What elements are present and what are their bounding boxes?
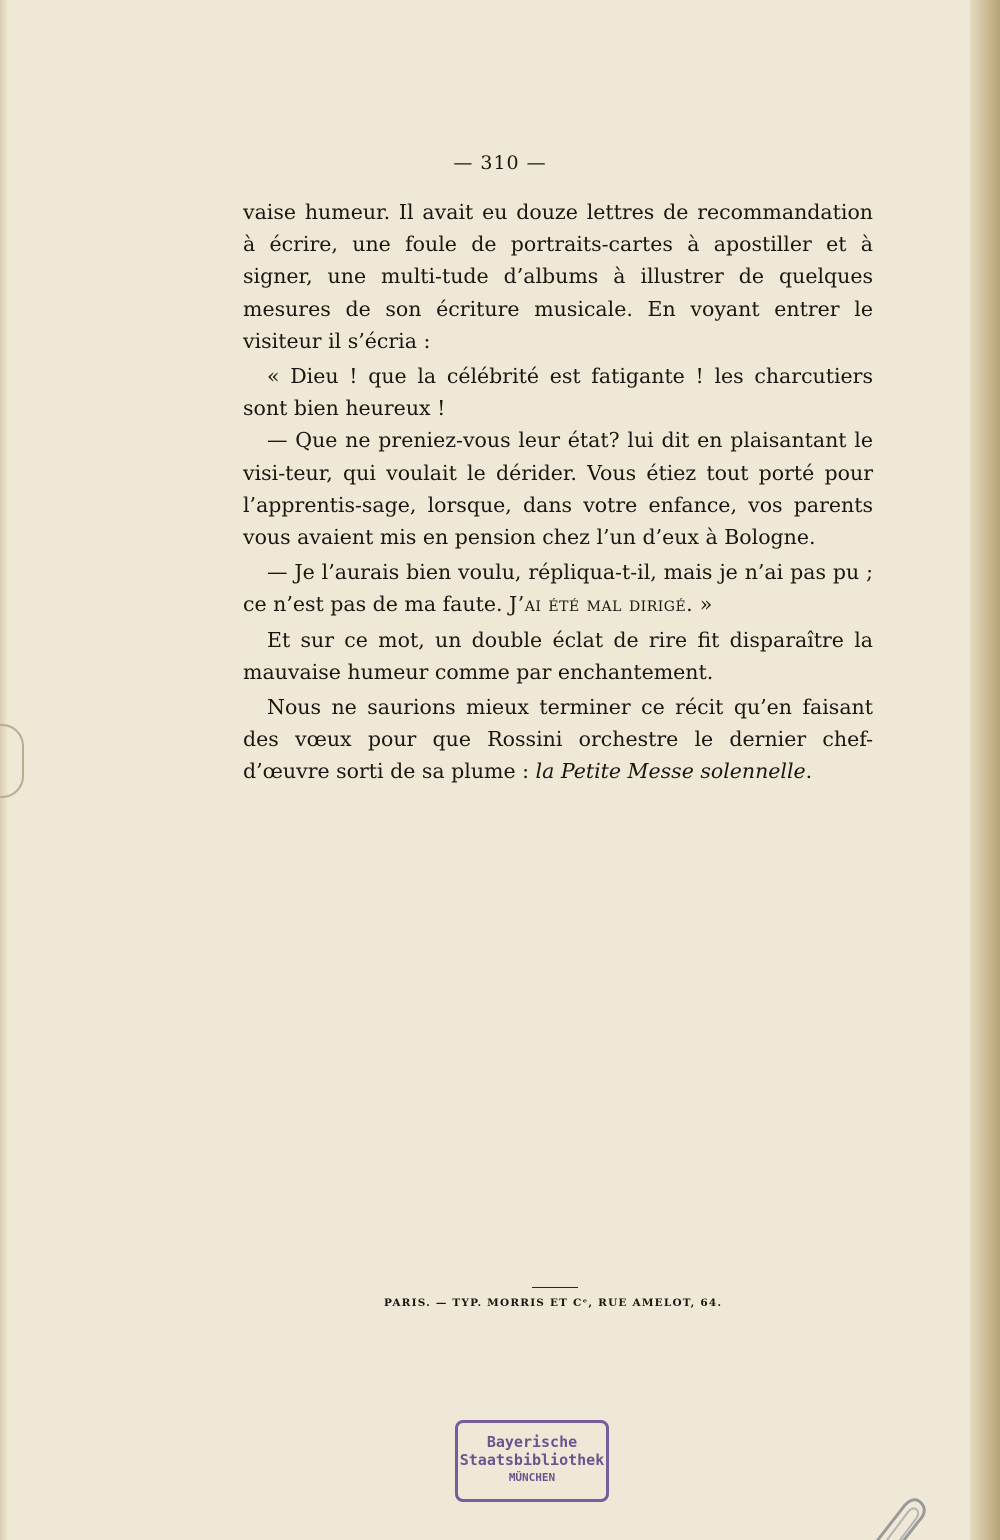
paragraph-4-text: — Je l’aurais bien voulu, répliqua-t-il, mais je n’ai pas pu ; ce n’est pas de ma faute. (243, 560, 873, 617)
page-number: — 310 — (453, 152, 547, 174)
paragraph-4 (243, 556, 873, 620)
paragraph-1: vaise humeur. Il avait eu douze lettres de recommandation à écrire, une foule de portraits-cartes à apostiller et à signer, une multi-tude d’albums à illustrer de quelques mesures de son écriture musicale. En voyant entrer le visiteur il s’écria : (243, 200, 873, 353)
paragraph-6-text: Nous ne saurions mieux terminer ce récit qu’en faisant des vœux pour que Rossini orchestre le dernier chef-d’œuvre sorti de sa plume : (243, 695, 873, 784)
body-text (243, 196, 873, 788)
paragraph-3: — Que ne preniez-vous leur état? lui dit en plaisantant le visi-teur, qui voulait le dérider. Vous étiez tout porté pour l’apprentis-sage, lorsque, dans votre enfance, vos parents vous avaient mis en pension chez l’un d’eux à Bologne. (243, 428, 873, 550)
library-stamp (455, 1420, 609, 1502)
stamp-line-3: MÜNCHEN (508, 1471, 556, 1484)
paragraph-6 (243, 691, 873, 788)
printer-imprint: PARIS. — TYP. MORRIS ET Cᵉ, RUE AMELOT, 64. (384, 1297, 723, 1309)
paragraph-2: « Dieu ! que la célébrité est fatigante ! les charcutiers sont bien heureux ! (243, 364, 873, 421)
binding-tab (0, 724, 24, 798)
stamp-line-1: Bayerische (486, 1433, 578, 1451)
paperclip-icon (860, 1490, 930, 1540)
paragraph-5: Et sur ce mot, un double éclat de rire fit disparaître la mauvaise humeur comme par enchantement. (243, 627, 873, 684)
stamp-line-2: Staatsbibliothek (459, 1451, 605, 1469)
page-right-edge (970, 0, 1000, 1540)
paragraph-6-title: la Petite Messe solennelle (535, 759, 806, 784)
paragraph-4-smallcaps: J’ai été mal dirigé. (509, 592, 694, 617)
paragraph-4-close: » (693, 592, 713, 617)
imprint-rule (532, 1287, 578, 1288)
paragraph-6-end: . (805, 759, 813, 784)
